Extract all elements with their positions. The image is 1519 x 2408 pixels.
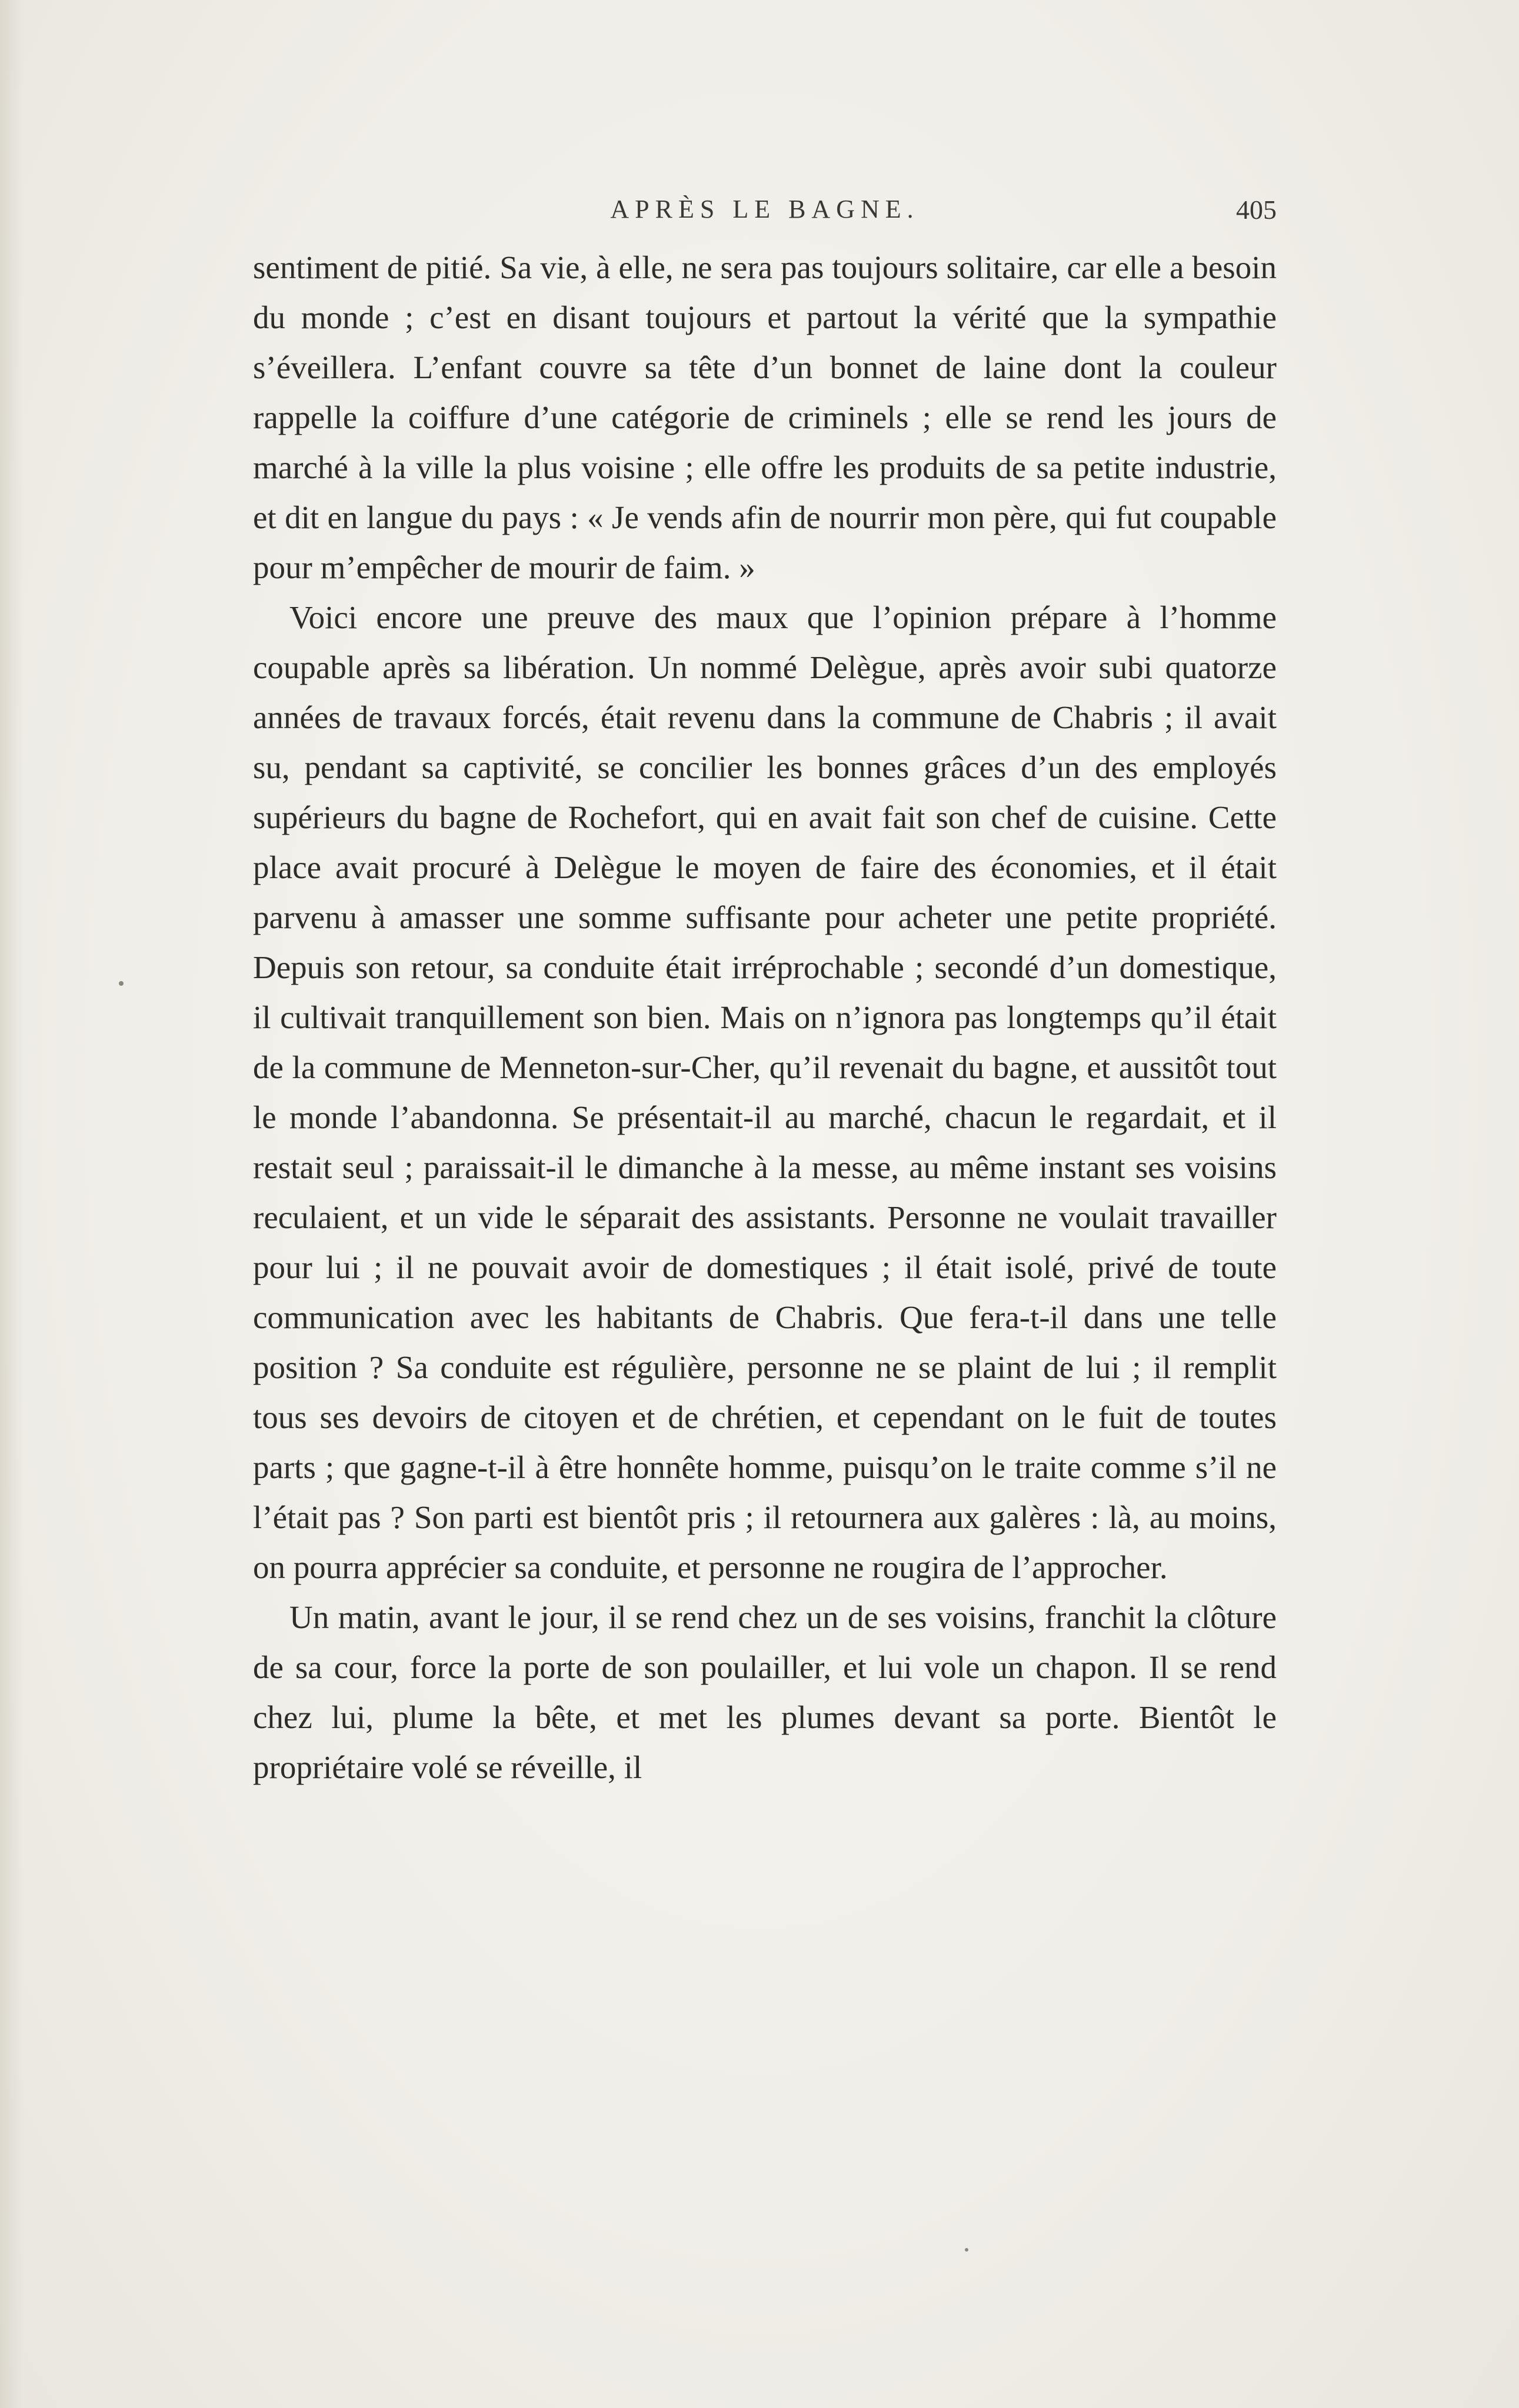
page-edge-shadow bbox=[0, 0, 24, 2408]
paragraph-1: sentiment de pitié. Sa vie, à elle, ne sera pas toujours solitaire, car elle a besoin du monde ; c’est en disant toujours et partout la vérité que la sympathie s’éveillera. L’enfant couvre sa tête d’un bonnet de laine dont la couleur rappelle la coiffure d’une catégorie de criminels ; elle se rend les jours de marché à la ville la plus voisine ; elle offre les produits de sa petite industrie, et dit en langue du pays : « Je vends afin de nourrir mon père, qui fut coupable pour m’empêcher de mourir de faim. » bbox=[253, 249, 1277, 585]
paragraph-3: Un matin, avant le jour, il se rend chez un de ses voisins, franchit la clôture de sa cour, force la porte de son poulailler, et lui vole un chapon. Il se rend chez lui, plume la bête, et met les plumes devant sa porte. Bientôt le propriétaire volé se réveille, il bbox=[253, 1599, 1277, 1785]
page-header bbox=[253, 194, 1277, 229]
paper-speck bbox=[119, 981, 124, 986]
body-text bbox=[253, 242, 1277, 1792]
page-number: 405 bbox=[1236, 195, 1277, 225]
paragraph-2: Voici encore une preuve des maux que l’opinion prépare à l’homme coupable après sa libération. Un nommé Delègue, après avoir subi quatorze années de travaux forcés, était revenu dans la commune de Chabris ; il avait su, pendant sa captivité, se concilier les bonnes grâces d’un des employés supérieurs du bagne de Rochefort, qui en avait fait son chef de cuisine. Cette place avait procuré à Delègue le moyen de faire des économies, et il était parvenu à amasser une somme suffisante pour acheter une petite propriété. Depuis son retour, sa conduite était irréprochable ; secondé d’un domestique, il cultivait tranquillement son bien. Mais on n’ignora pas longtemps qu’il était de la commune de Menneton-sur-Cher, qu’il revenait du bagne, et aussitôt tout le monde l’abandonna. Se présentait-il au marché, chacun le regardait, et il restait seul ; paraissait-il le dimanche à la messe, au même instant ses voisins reculaient, et un vide le séparait des assistants. Personne ne voulait travailler pour lui ; il ne pouvait avoir de domestiques ; il était isolé, privé de toute communication avec les habitants de Chabris. Que fera-t-il dans une telle position ? Sa conduite est régulière, personne ne se plaint de lui ; il remplit tous ses devoirs de citoyen et de chrétien, et cependant on le fuit de toutes parts ; que gagne-t-il à être honnête homme, puisqu’on le traite comme s’il ne l’était pas ? Son parti est bientôt pris ; il retournera aux galères : là, au moins, on pourra apprécier sa conduite, et personne ne rougira de l’approcher. bbox=[253, 599, 1277, 1585]
running-title: APRÈS LE BAGNE. bbox=[610, 195, 920, 224]
paper-speck bbox=[965, 2248, 968, 2252]
